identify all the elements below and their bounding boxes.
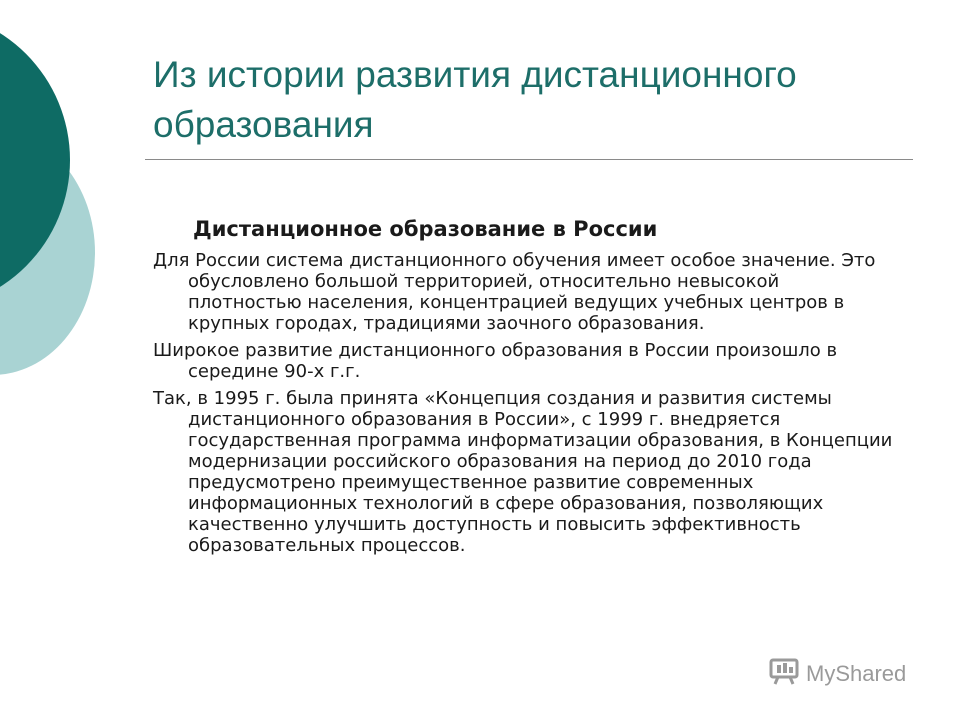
paragraph-3: Так, в 1995 г. была принята «Концепция создания и развития системы дистанционного образования в России», с 1999 г. внедряется государственная программа информатизации образования, в Концепции модернизации российского образования на период до 2010 года предусмотрено преимущественное развитие современных информационных технологий в сфере образования, позволяющих качественно улучшить доступность и повысить эффективность образовательных процессов.: [153, 388, 893, 556]
title-divider: [145, 159, 913, 160]
slide-body: [153, 216, 893, 562]
paragraph-2: Широкое развитие дистанционного образования в России произошло в середине 90-х г.г.: [153, 340, 838, 382]
slide-title: Из истории развития дистанционного образования: [153, 54, 797, 145]
paragraph-1: Для России система дистанционного обучения имеет особое значение. Это обусловлено большой территорией, относительно невысокой плотностью населения, концентрацией ведущих учебных центров в крупных городах, традициями заочного образования.: [153, 250, 876, 334]
watermark-text: MyShared: [806, 661, 907, 686]
watermark: [768, 656, 906, 692]
section-heading: Дистанционное образование в России: [193, 217, 658, 241]
presentation-board-icon: [768, 656, 806, 692]
